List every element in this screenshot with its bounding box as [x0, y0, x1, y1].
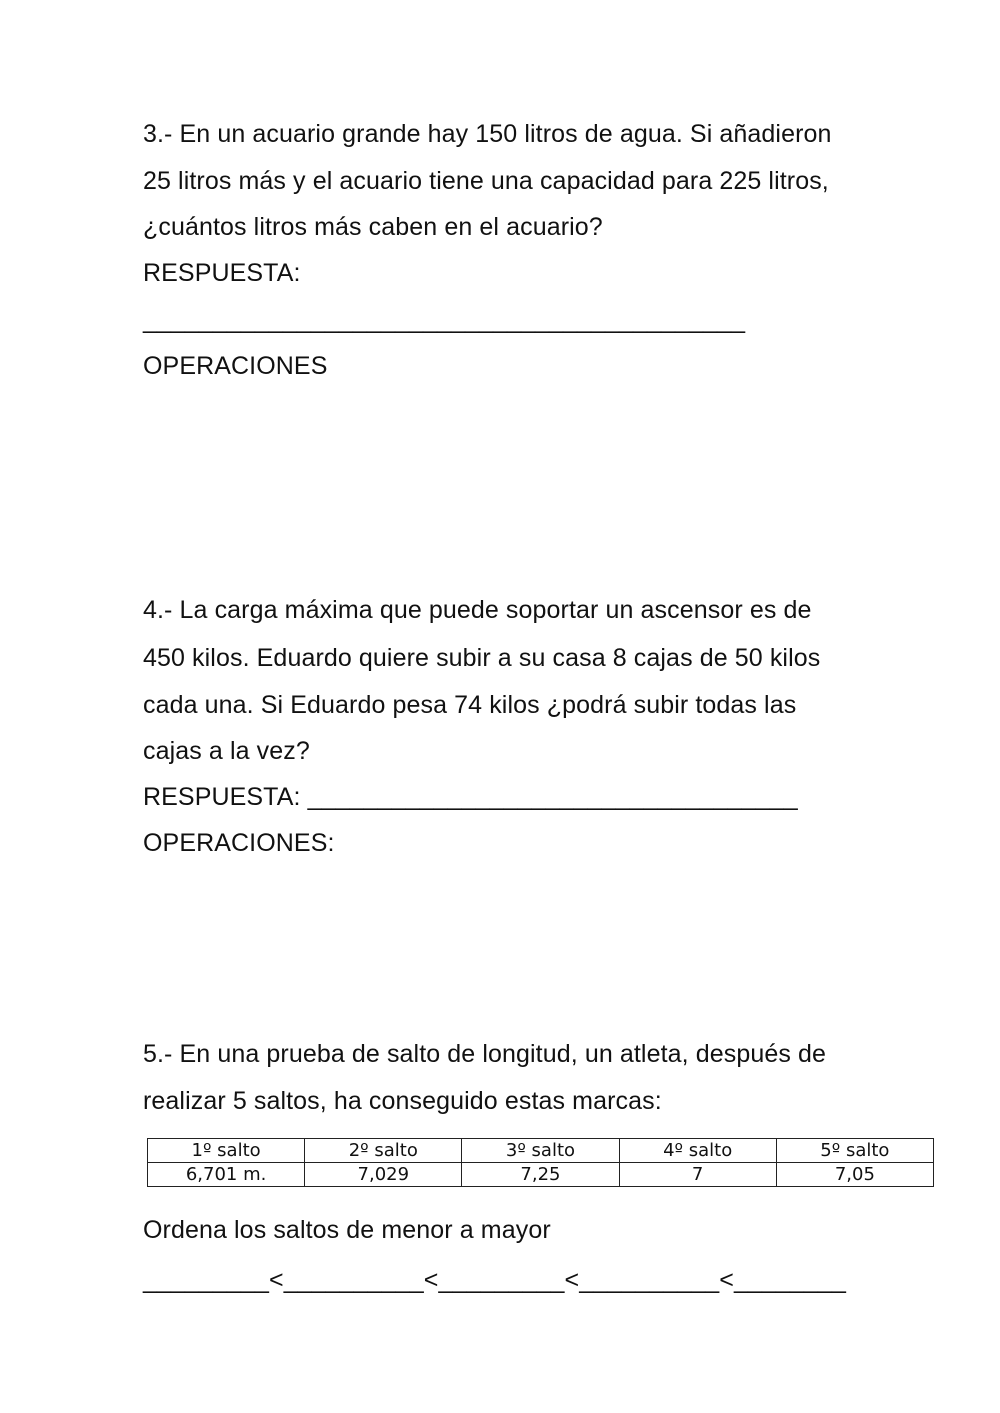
jump-header-5: 5º salto — [776, 1139, 933, 1163]
jump-header-3: 3º salto — [462, 1139, 619, 1163]
problem3-line1: 3.- En un acuario grande hay 150 litros de agua. Si añadieron — [143, 120, 832, 148]
problem4-line1: 4.- La carga máxima que puede soportar un ascensor es de — [143, 596, 812, 624]
problem3-answer-blank[interactable]: ___________________________________________ — [143, 306, 746, 334]
problem4-line3: cada una. Si Eduardo pesa 74 kilos ¿podrá subir todas las — [143, 691, 797, 719]
problem4-answer-line[interactable]: RESPUESTA: ___________________________________ — [143, 783, 798, 811]
jumps-table — [147, 1138, 934, 1187]
problem3-line3: ¿cuántos litros más caben en el acuario? — [143, 213, 603, 241]
jump-value-3: 7,25 — [462, 1163, 619, 1187]
problem4-line2: 450 kilos. Eduardo quiere subir a su casa 8 cajas de 50 kilos — [143, 644, 821, 672]
problem3-line2: 25 litros más y el acuario tiene una capacidad para 225 litros, — [143, 167, 829, 195]
jump-header-1: 1º salto — [148, 1139, 305, 1163]
problem3-answer-label: RESPUESTA: — [143, 259, 301, 287]
jump-value-5: 7,05 — [776, 1163, 933, 1187]
problem4-operations-label: OPERACIONES: — [143, 829, 335, 857]
problem3-operations-label: OPERACIONES — [143, 352, 328, 380]
problem4-line4: cajas a la vez? — [143, 737, 310, 765]
jump-header-4: 4º salto — [619, 1139, 776, 1163]
jump-value-4: 7 — [619, 1163, 776, 1187]
problem5-order-instruction: Ordena los saltos de menor a mayor — [143, 1216, 551, 1244]
problem5-line2: realizar 5 saltos, ha conseguido estas marcas: — [143, 1087, 662, 1115]
jumps-table-value-row — [148, 1163, 934, 1187]
jump-value-2: 7,029 — [305, 1163, 462, 1187]
problem5-line1: 5.- En una prueba de salto de longitud, un atleta, después de — [143, 1040, 826, 1068]
jump-header-2: 2º salto — [305, 1139, 462, 1163]
problem5-order-blanks[interactable]: _________<__________<_________<__________<________ — [143, 1266, 846, 1294]
jump-value-1: 6,701 m. — [148, 1163, 305, 1187]
jumps-table-header-row — [148, 1139, 934, 1163]
